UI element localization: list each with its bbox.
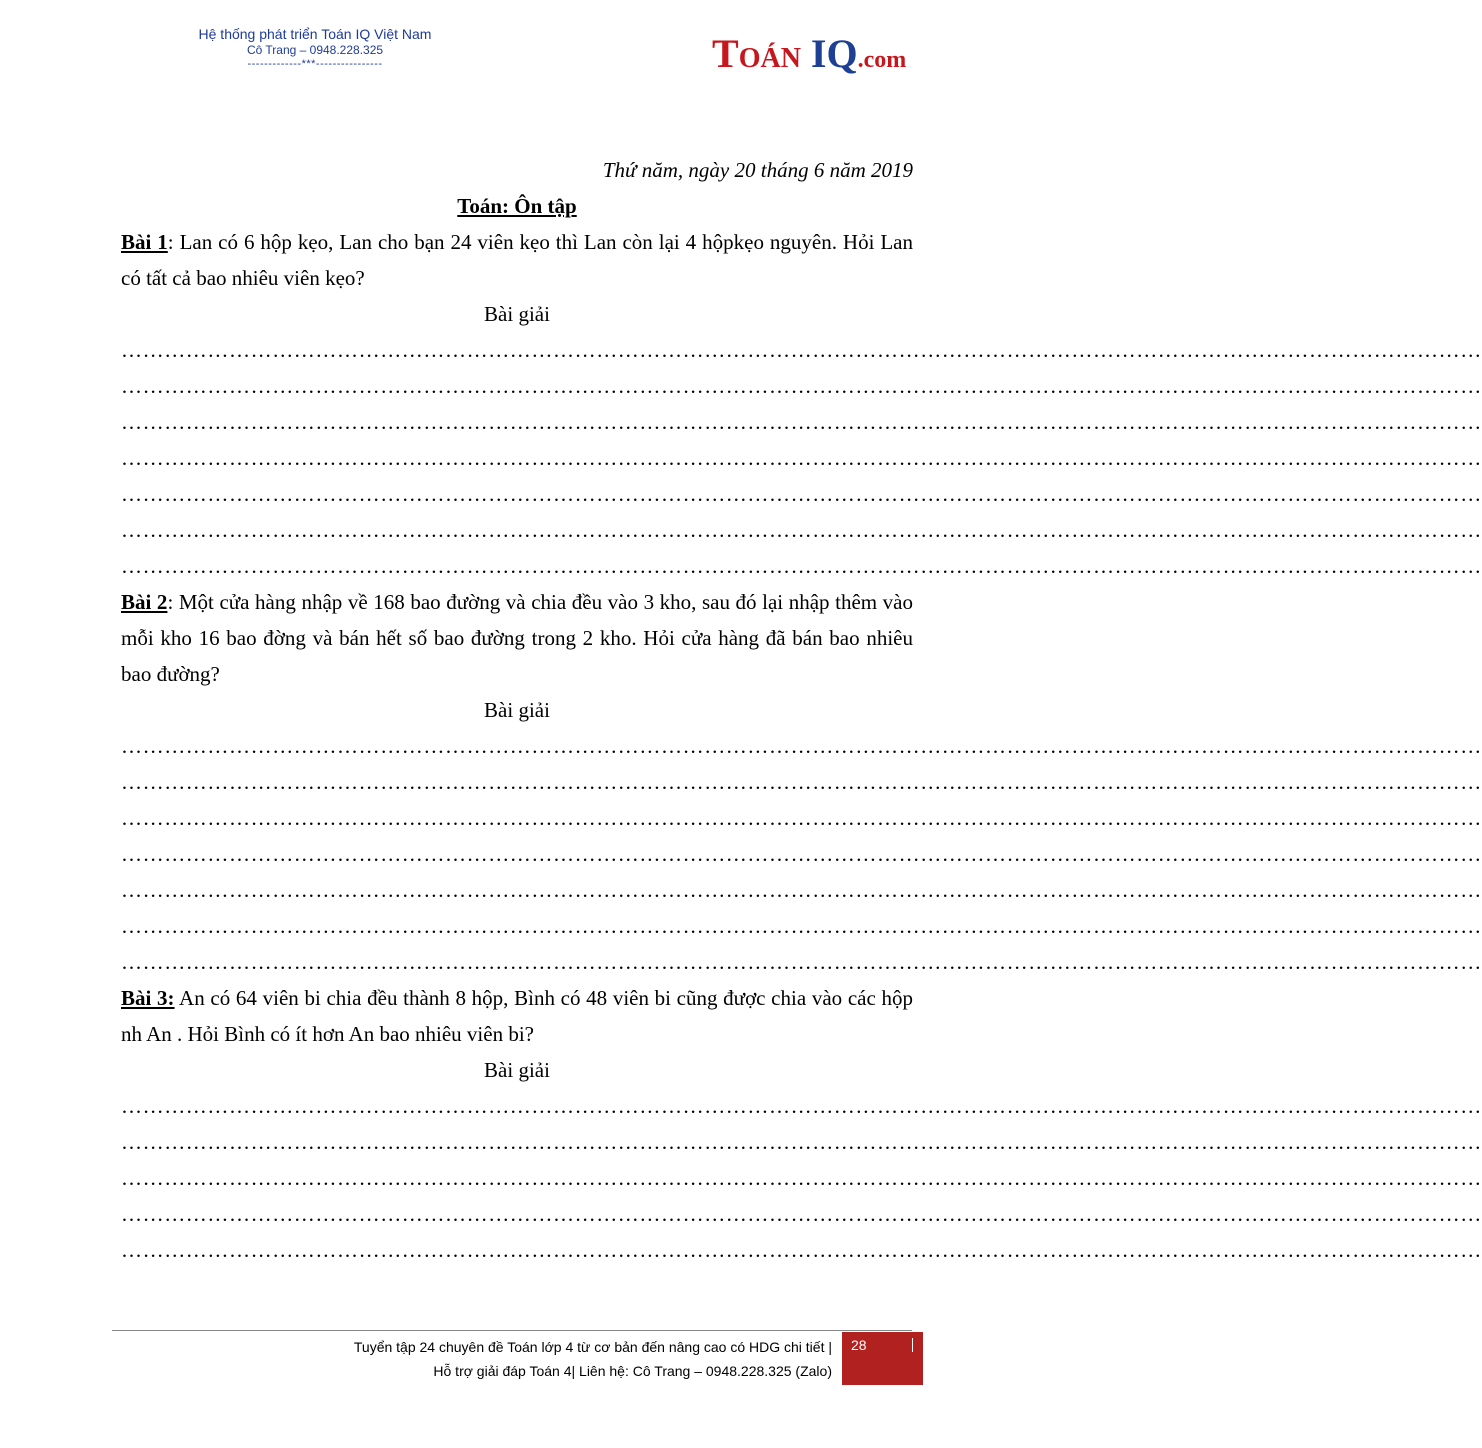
header-divider: -------------***----------------	[247, 58, 383, 70]
answer-line: ………………………………………………………………………………………………………………………………………………………………………	[121, 842, 1482, 866]
page-number-marker	[912, 1338, 913, 1352]
answer-line: ………………………………………………………………………………………………………………………………………………………………………	[121, 410, 1482, 434]
problem-3-label: Bài 3:	[121, 986, 175, 1010]
problem-1-label: Bài 1	[121, 230, 168, 254]
page-number: 28	[851, 1337, 867, 1353]
answer-line: ………………………………………………………………………………………………………………………………………………………………………	[121, 518, 1482, 542]
header-block	[150, 26, 480, 70]
problem-3	[121, 980, 913, 1052]
footer	[354, 1335, 832, 1383]
answer-line: ………………………………………………………………………………………………………………………………………………………………………	[121, 1130, 1482, 1154]
answer-line: ………………………………………………………………………………………………………………………………………………………………………	[121, 770, 1482, 794]
lesson-title: Toán: Ôn tập	[457, 194, 577, 218]
logo-part-4: .com	[857, 47, 907, 73]
solution-label-1: Bài giải	[484, 302, 550, 326]
answer-line: ………………………………………………………………………………………………………………………………………………………………………	[121, 1166, 1482, 1190]
answer-line: ………………………………………………………………………………………………………………………………………………………………………	[121, 950, 1482, 974]
problem-2-sep: :	[167, 590, 174, 614]
lesson-date: Thứ năm, ngày 20 tháng 6 năm 2019	[602, 158, 913, 182]
answer-line: ………………………………………………………………………………………………………………………………………………………………………	[121, 374, 1482, 398]
answer-line: ………………………………………………………………………………………………………………………………………………………………………	[121, 1202, 1482, 1226]
footer-line-2: Hỗ trợ giải đáp Toán 4| Liên hệ: Cô Trang – 0948.228.325 (Zalo)	[433, 1363, 832, 1379]
problem-1	[121, 224, 913, 296]
logo	[712, 30, 906, 77]
document-body	[121, 152, 1482, 1268]
answer-line: ………………………………………………………………………………………………………………………………………………………………………	[121, 806, 1482, 830]
header-contact: Cô Trang – 0948.228.325	[246, 43, 384, 57]
problem-2	[121, 584, 913, 692]
answer-line: ………………………………………………………………………………………………………………………………………………………………………	[121, 914, 1482, 938]
answer-line: ………………………………………………………………………………………………………………………………………………………………………	[121, 482, 1482, 506]
answer-line: ………………………………………………………………………………………………………………………………………………………………………	[121, 338, 1482, 362]
logo-part-3: IQ	[800, 31, 858, 76]
answer-line: ………………………………………………………………………………………………………………………………………………………………………	[121, 878, 1482, 902]
problem-1-sep: :	[167, 230, 174, 254]
page-number-box	[842, 1332, 923, 1385]
problem-1-text: Lan có 6 hộp kẹo, Lan cho bạn 24 viên kẹo thì Lan còn lại 4 hộpkẹo nguyên. Hỏi Lan có tất cả bao nhiêu viên kẹo?	[121, 230, 913, 290]
problem-2-label: Bài 2	[121, 590, 168, 614]
logo-part-1: T	[712, 31, 739, 76]
problem-3-text: An có 64 viên bi chia đều thành 8 hộp, Bình có 48 viên bi cũng được chia vào các hộp nh An . Hỏi Bình có ít hơn An bao nhiêu viên bi?	[121, 986, 913, 1046]
problem-2-text: Một cửa hàng nhập về 168 bao đường và chia đều vào 3 kho, sau đó lại nhập thêm vào mỗi kho 16 bao đờng và bán hết số bao đường trong 2 kho. Hỏi cửa hàng đã bán bao nhiêu bao đường?	[121, 590, 914, 686]
answer-line: ………………………………………………………………………………………………………………………………………………………………………	[121, 446, 1482, 470]
answer-line: ………………………………………………………………………………………………………………………………………………………………………	[121, 1238, 1482, 1262]
answer-line: ………………………………………………………………………………………………………………………………………………………………………	[121, 1094, 1482, 1118]
footer-line-1: Tuyển tập 24 chuyên đề Toán lớp 4 từ cơ bản đến nâng cao có HDG chi tiết |	[353, 1339, 832, 1355]
footer-divider	[112, 1330, 912, 1331]
answer-line: ………………………………………………………………………………………………………………………………………………………………………	[121, 554, 1482, 578]
solution-label-3: Bài giải	[484, 1058, 550, 1082]
answer-line: ………………………………………………………………………………………………………………………………………………………………………	[121, 734, 1482, 758]
logo-part-2: OÁN	[738, 43, 801, 74]
header-title: Hệ thống phát triển Toán IQ Việt Nam	[198, 26, 432, 42]
solution-label-2: Bài giải	[484, 698, 550, 722]
